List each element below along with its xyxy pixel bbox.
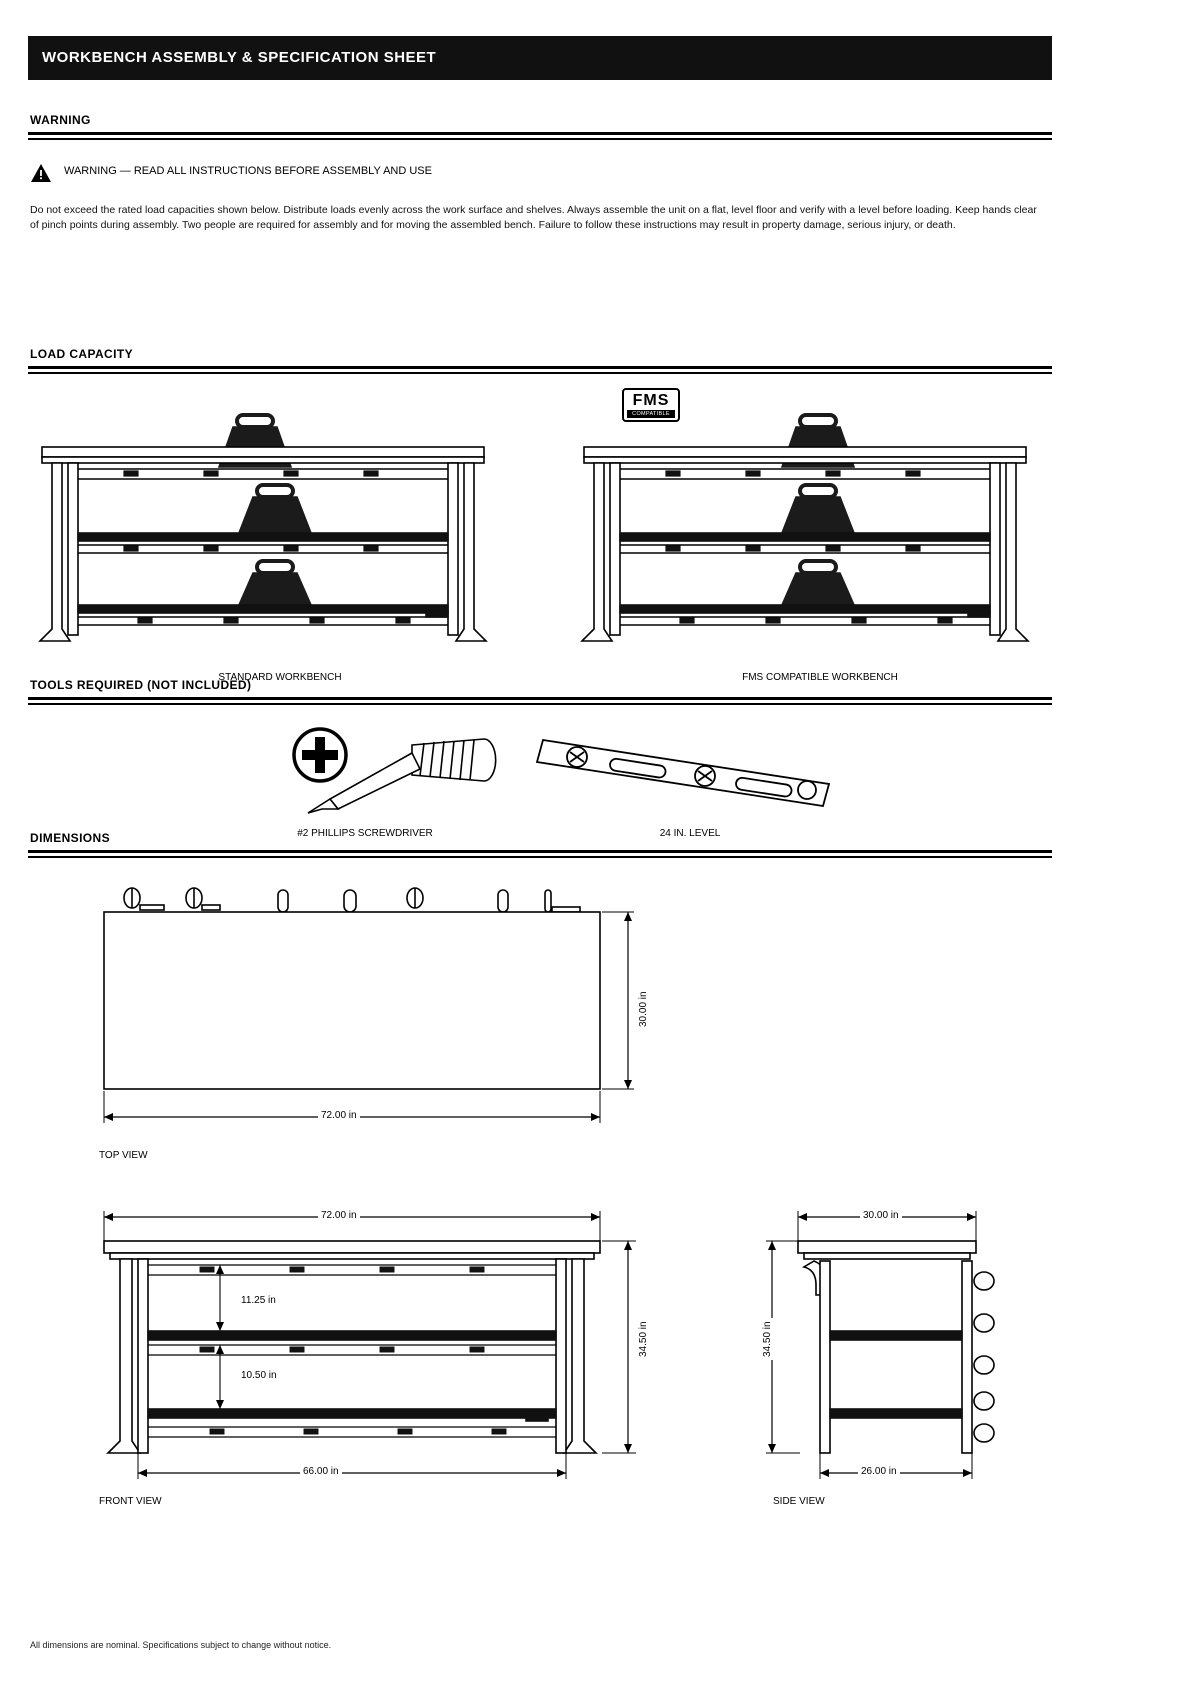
section-label-tools: TOOLS REQUIRED (NOT INCLUDED)	[30, 678, 252, 692]
fms-compatible-badge	[622, 388, 680, 422]
tool-label-level: 24 IN. LEVEL	[659, 828, 721, 839]
warning-body: Do not exceed the rated load capacities shown below. Distribute loads evenly across the work surface and shelves. Always assemble the unit on a flat, level floor and verify with a level before loading. Keep hands clear of pinch points during assembly. Two people are required for assembly and for moving the assembled bench. Failure to follow these instructions may result in property damage, serious injury, or death.	[30, 204, 1037, 231]
dim-side-foot-depth: 26.00 in	[858, 1466, 900, 1477]
section-label-dimensions: DIMENSIONS	[30, 831, 111, 845]
section-label-capacity: LOAD CAPACITY	[30, 347, 133, 361]
capacity-caption-right: FMS COMPATIBLE WORKBENCH	[742, 672, 898, 683]
dim-top-view-width: 72.00 in	[318, 1110, 360, 1121]
level-tool-icon	[535, 728, 845, 818]
dim-top-view-depth: 30.00 in	[638, 988, 649, 1030]
label-front-view: FRONT VIEW	[96, 1496, 165, 1507]
bench-figure-fms	[570, 385, 1060, 670]
dim-front-upper-to-lower: 10.50 in	[238, 1370, 280, 1381]
phillips-screwdriver-icon	[292, 735, 512, 825]
dim-front-leg-base-width: 66.00 in	[300, 1466, 342, 1477]
drawing-side-view	[750, 1205, 1050, 1480]
rule-thin	[28, 856, 1052, 858]
tool-label-screwdriver: #2 PHILLIPS SCREWDRIVER	[297, 828, 433, 839]
warning-triangle-icon	[30, 163, 52, 183]
warning-heading: WARNING — READ ALL INSTRUCTIONS BEFORE ASSEMBLY AND USE	[64, 165, 432, 177]
rule-thin	[28, 372, 1052, 374]
document-title-bar	[28, 36, 1052, 80]
dim-front-top-to-upper: 11.25 in	[238, 1295, 279, 1306]
bench-figure-standard	[28, 385, 538, 670]
fms-badge-main: FMS	[632, 392, 670, 409]
section-rule-warning	[28, 132, 1052, 140]
fms-badge-sub: COMPATIBLE	[627, 410, 675, 418]
drawing-top-view	[90, 885, 660, 1145]
section-rule-dimensions	[28, 850, 1052, 858]
section-rule-tools	[28, 697, 1052, 705]
dim-side-height: 34.50 in	[762, 1318, 773, 1360]
dim-front-overall-width: 72.00 in	[318, 1210, 360, 1221]
capacity-caption-left: STANDARD WORKBENCH	[218, 672, 342, 683]
rule-thin	[28, 138, 1052, 140]
dim-front-overall-height: 34.50 in	[638, 1318, 649, 1360]
section-label-warning: WARNING	[30, 113, 91, 127]
drawing-front-view	[90, 1205, 660, 1480]
label-side-view: SIDE VIEW	[770, 1496, 828, 1507]
footer-note: All dimensions are nominal. Specifications subject to change without notice.	[30, 1640, 332, 1650]
label-top-view: TOP VIEW	[96, 1150, 151, 1161]
section-rule-capacity	[28, 366, 1052, 374]
document-title: WORKBENCH ASSEMBLY & SPECIFICATION SHEET	[42, 49, 437, 66]
dim-side-depth: 30.00 in	[860, 1210, 902, 1221]
rule-thin	[28, 703, 1052, 705]
